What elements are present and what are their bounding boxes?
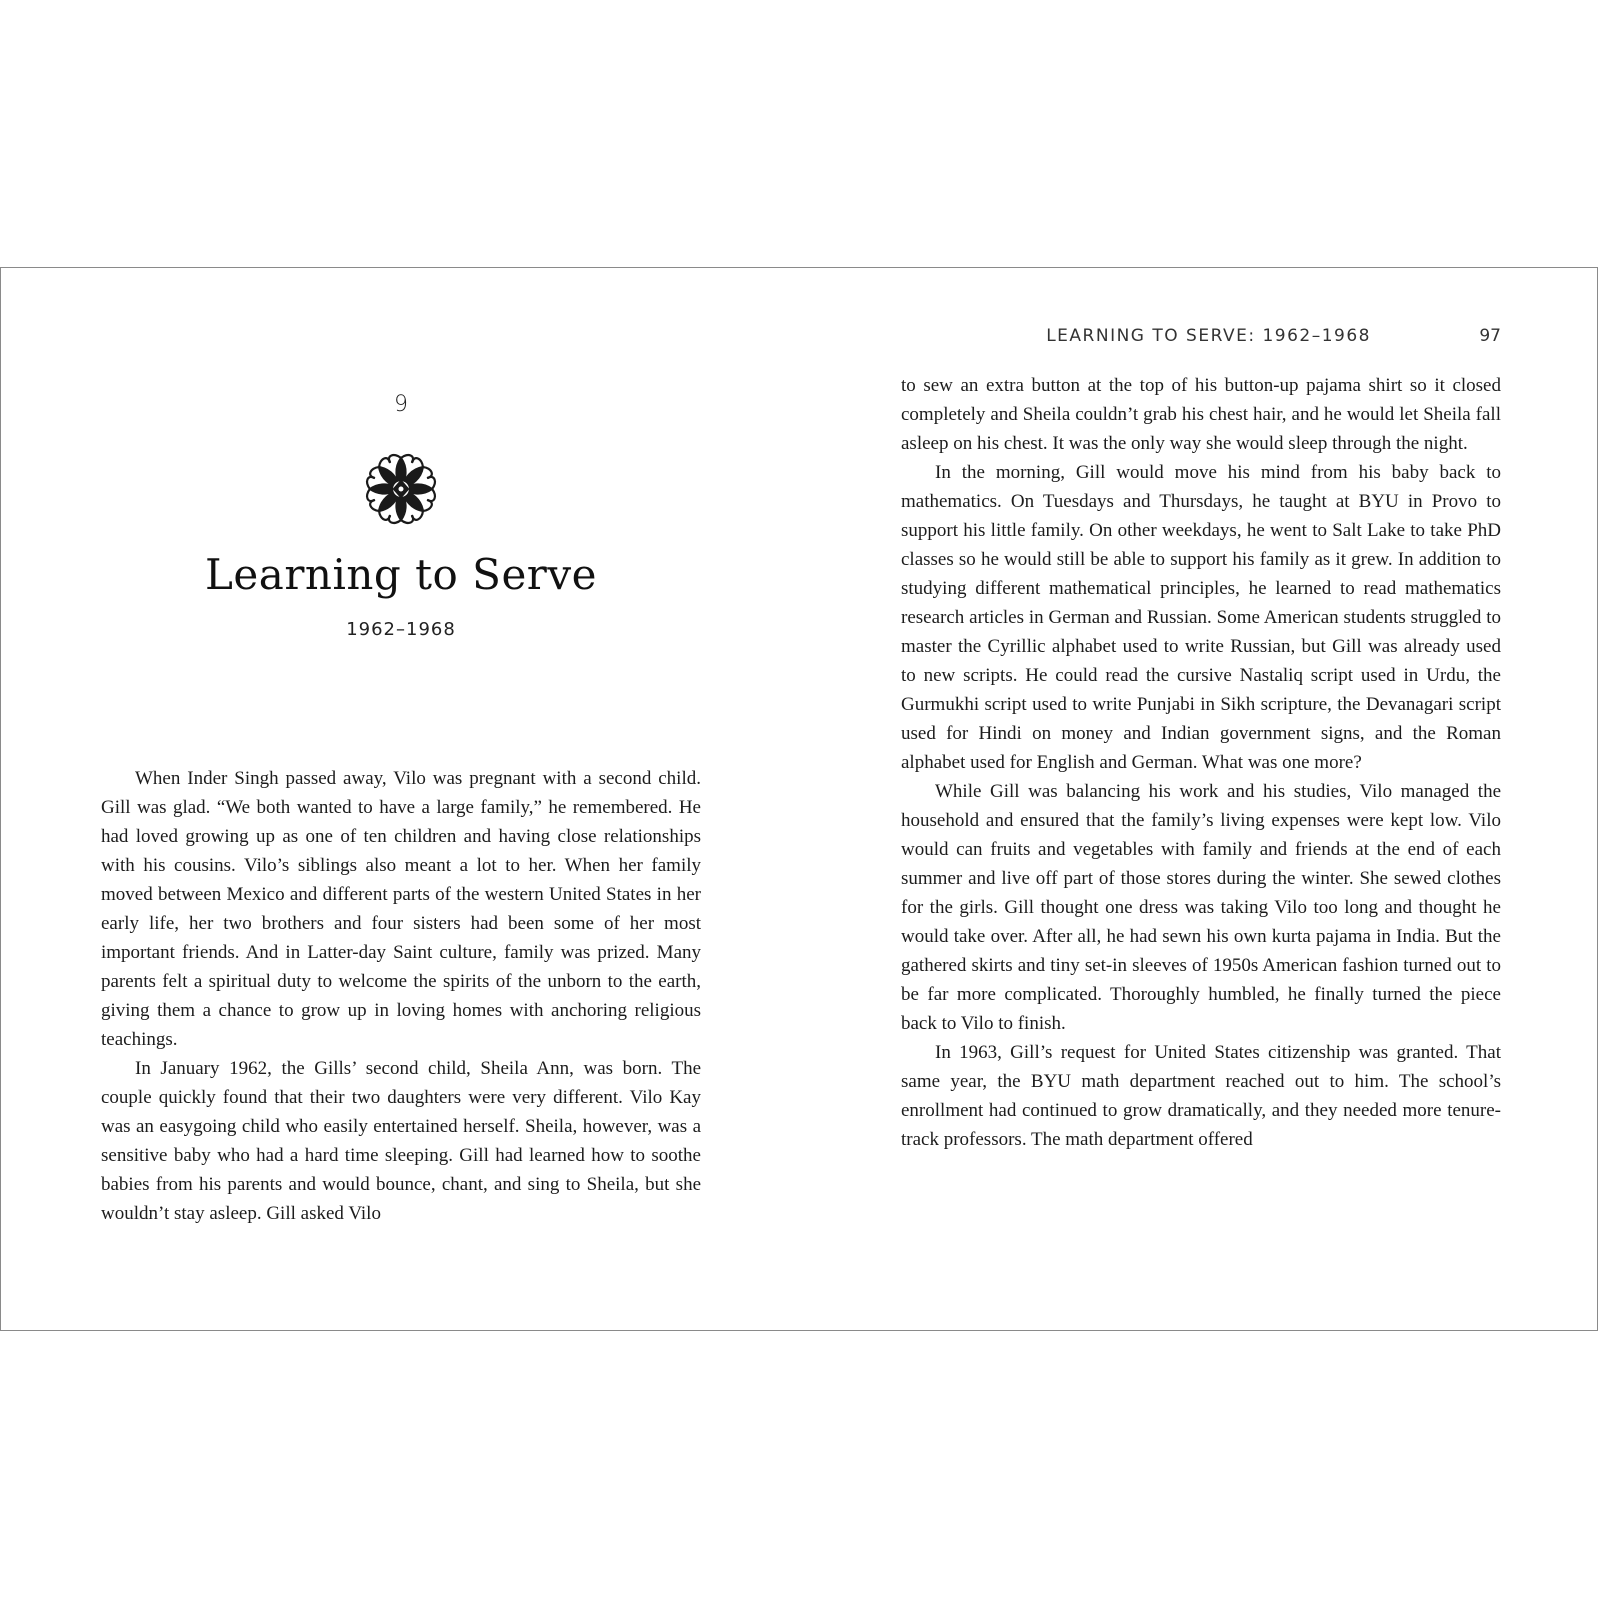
floral-ornament-icon [360,448,442,530]
chapter-number: 9 [394,392,408,417]
paragraph: In 1963, Gill’s request for United States citizenship was granted. That same year, the BYU math department reached out to him. The school’s enrollment had continued to grow dramatically, and they needed more tenure-track professors. The math department offered [901,1042,1501,1150]
left-body-text [101,764,701,1228]
running-head: LEARNING TO SERVE: 1962–1968 [1046,326,1371,346]
paragraph: In January 1962, the Gills’ second child, Sheila Ann, was born. The couple quickly found that their two daughters were very different. Vilo Kay was an easygoing child who easily entertained herself. Sheila, however, was a sensitive baby who had a hard time sleeping. Gill had learned how to soothe babies from his parents and would bounce, chant, and sing to Sheila, but she wouldn’t stay asleep. Gill asked Vilo [101,1058,701,1224]
left-page [1,268,801,1330]
page-number: 97 [1479,326,1501,346]
paragraph: to sew an extra button at the top of his button-up pajama shirt so it closed completely and Sheila couldn’t grab his chest hair, and he would let Sheila fall asleep on his chest. It was the only way she would sleep through the night. [901,375,1501,454]
right-page [801,268,1599,1330]
paragraph: In the morning, Gill would move his mind from his baby back to mathematics. On Tuesdays and Thursdays, he taught at BYU in Provo to support his little family. On other weekdays, he went to Salt Lake to take PhD classes so he would still be able to support his family as it grew. In addition to studying different mathematical principles, he learned to read mathematics research articles in German and Russian. Some American students struggled to master the Cyrillic alphabet used to write Russian, but Gill was already used to new scripts. He could read the cursive Nastaliq script used in Urdu, the Gurmukhi script used to write Punjabi in Sikh scripture, the Devanagari script used for Hindi on money and Indian government signs, and the Roman alphabet used for English and German. What was one more? [901,462,1501,773]
paragraph: When Inder Singh passed away, Vilo was pregnant with a second child. Gill was glad. “We both wanted to have a large family,” he remembered. He had loved growing up as one of ten children and having close relationships with his cousins. Vilo’s siblings also meant a lot to her. When her family moved between Mexico and different parts of the western United States in her early life, her two brothers and four sisters had been some of her most important friends. And in Latter-day Saint culture, family was prized. Many parents felt a spiritual duty to welcome the spirits of the unborn to the earth, giving them a chance to grow up in loving homes with anchoring religious teachings. [101,768,701,1050]
paragraph: While Gill was balancing his work and his studies, Vilo managed the household and ensured that the family’s living expenses were kept low. Vilo would can fruits and vegetables with family and friends at the end of each summer and live off part of those stores during the winter. She sewed clothes for the girls. Gill thought one dress was taking Vilo too long and thought he would take over. After all, he had sewn his own kurta pajama in India. But the gathered skirts and tiny set-in sleeves of 1950s American fashion turned out to be far more complicated. Thoroughly humbled, he finally turned the piece back to Vilo to finish. [901,781,1501,1034]
chapter-dates: 1962–1968 [346,619,456,640]
book-spread [0,267,1598,1331]
right-body-text [901,371,1501,1154]
chapter-title: Learning to Serve [205,550,597,599]
